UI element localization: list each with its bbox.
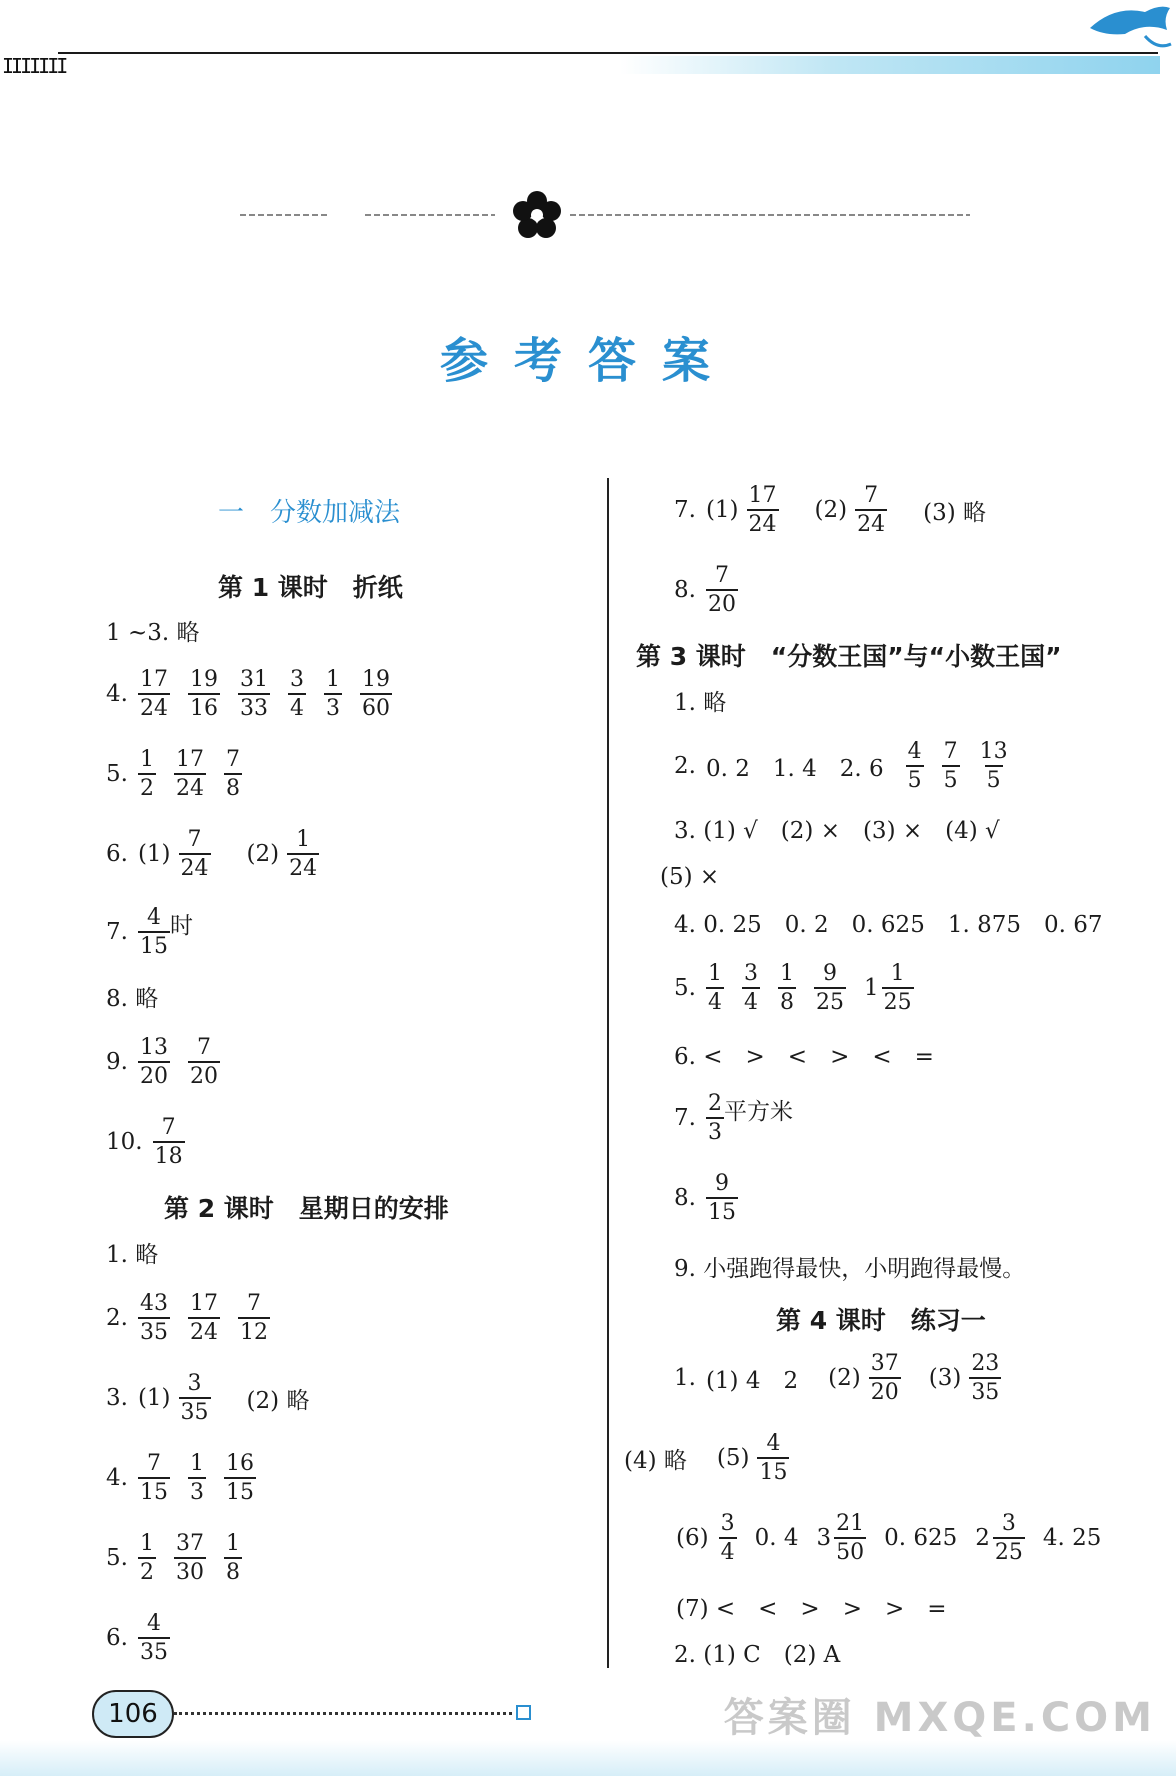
answer-l1-7: 7. $\frac{4}{15}$ 时 [106, 905, 193, 960]
answer-l3-7: 7. $\frac{2}{3}$ 平方米 [674, 1091, 793, 1146]
answer-l2-2: 2. $\frac{43}{35}$ $\frac{17}{24}$ $\frac{7}{12}$ [106, 1291, 268, 1346]
lesson-2-heading: 第 2 课时 星期日的安排 [164, 1194, 449, 1223]
fraction: $\frac{17}{24}$ [189, 1291, 218, 1346]
lesson-1-heading: 第 1 课时 折纸 [218, 573, 403, 602]
mixed-number: 3 $\frac{21}{50}$ [816, 1511, 865, 1566]
fraction: $\frac{17}{24}$ [139, 667, 168, 722]
answer-l1-4 [106, 668, 410, 720]
fraction: $\frac{4}{5}$ [907, 739, 922, 794]
answer-l1-9: 9. $\frac{13}{20}$ $\frac{7}{20}$ [106, 1035, 218, 1090]
fraction: $\frac{1}{4}$ [707, 961, 722, 1016]
page-number: 106 [92, 1690, 174, 1738]
fraction: $\frac{9}{25}$ [815, 961, 844, 1016]
margin-ticks: IIIIIII [2, 54, 66, 78]
answer-l3-4: 4. 0. 25 0. 2 0. 625 1. 875 0. 67 [674, 912, 1103, 938]
fraction: $\frac{17}{24}$ [175, 747, 204, 802]
answer-l1-10: 10. $\frac{7}{18}$ [106, 1115, 183, 1170]
fraction: $\frac{3}{4}$ [289, 667, 304, 722]
fraction: $\frac{4}{35}$ [139, 1611, 168, 1666]
answer-l3-8: 8. $\frac{9}{15}$ [674, 1171, 736, 1226]
fraction: $\frac{7}{20}$ [707, 563, 736, 618]
answer-l3-6: 6. < > < > < = [674, 1044, 934, 1070]
header-rule [58, 52, 1158, 54]
lesson-3-heading: 第 3 课时 “分数王国”与“小数王国” [636, 642, 1062, 671]
answer-l2-1: 1. 略 [106, 1242, 159, 1268]
fraction: $\frac{23}{35}$ [971, 1351, 1000, 1406]
fraction: $\frac{7}{15}$ [139, 1451, 168, 1506]
header-band [620, 56, 1160, 74]
fraction: $\frac{17}{24}$ [748, 483, 777, 538]
fraction: $\frac{43}{35}$ [139, 1291, 168, 1346]
answer-l4-1-7: (7) < < > > > = [676, 1596, 947, 1622]
answer-l3-5: 5. $\frac{1}{4}$ $\frac{3}{4}$ $\frac{1}{8}$ $\frac{9}{25}$ 1 $\frac{1}{25}$ [674, 961, 912, 1016]
answer-l4-1: 1. (1) 4 2 (2) $\frac{37}{20}$ (3) $\frac{23}{35}$ [674, 1351, 1000, 1406]
answer-l1-8: 8. 略 [106, 986, 159, 1012]
watermark: 答案圈 MXQE.COM [723, 1695, 1156, 1741]
fraction: $\frac{7}{5}$ [943, 739, 958, 794]
answer-l2-3: 3. (1) $\frac{3}{35}$ (2) 略 [106, 1371, 310, 1426]
lesson-4-heading: 第 4 课时 练习一 [776, 1306, 986, 1335]
footer-band [0, 1740, 1176, 1776]
fraction: $\frac{4}{15}$ [139, 905, 168, 960]
fraction: $\frac{9}{15}$ [707, 1171, 736, 1226]
mixed-number: 1 $\frac{1}{25}$ [863, 961, 912, 1016]
answer-l1-1: 1 ~3. 略 [106, 620, 200, 646]
fraction: $\frac{1}{8}$ [225, 1531, 240, 1586]
item-number: 4. [106, 681, 128, 708]
fraction: $\frac{1}{24}$ [289, 827, 318, 882]
fraction: $\frac{4}{15}$ [759, 1431, 788, 1486]
footer-square-icon [516, 1705, 531, 1720]
fraction: $\frac{7}{24}$ [857, 483, 886, 538]
answer-l4-1-cont: (4) 略 (5) $\frac{4}{15}$ [624, 1431, 788, 1486]
fraction: $\frac{1}{2}$ [139, 747, 154, 802]
answer-r8: 8. $\frac{7}{20}$ [674, 563, 736, 618]
flower-ornament-icon [240, 190, 970, 250]
fraction: $\frac{3}{4}$ [720, 1511, 735, 1566]
answer-l2-4: 4. $\frac{7}{15}$ $\frac{1}{3}$ $\frac{16}{15}$ [106, 1451, 254, 1506]
fraction: $\frac{19}{16}$ [189, 667, 218, 722]
fraction: $\frac{37}{20}$ [870, 1351, 899, 1406]
chapter-heading: 一 分数加减法 [218, 498, 401, 528]
page-title: 参考答案 [439, 333, 736, 389]
footer-dotted-line [174, 1712, 512, 1715]
fraction: $\frac{7}{24}$ [180, 827, 209, 882]
dolphin-logo-icon [1085, 0, 1175, 58]
answer-l4-1-6: (6) $\frac{3}{4}$ 0. 4 3 $\frac{21}{50}$ 0. 625 2 $\frac{3}{25}$ 4. 25 [676, 1511, 1102, 1566]
fraction: $\frac{13}{5}$ [979, 739, 1008, 794]
fraction: $\frac{16}{15}$ [225, 1451, 254, 1506]
answer-l3-2: 2. 0. 2 1. 4 2. 6 $\frac{4}{5}$ $\frac{7}{5}$ $\frac{13}{5}$ [674, 739, 1008, 794]
answer-l1-5: 5. $\frac{1}{2}$ $\frac{17}{24}$ $\frac{7}{8}$ [106, 747, 240, 802]
fraction: $\frac{13}{20}$ [139, 1035, 168, 1090]
fraction: $\frac{37}{30}$ [175, 1531, 204, 1586]
answer-l3-1: 1. 略 [674, 690, 727, 716]
answer-l2-5: 5. $\frac{1}{2}$ $\frac{37}{30}$ $\frac{1}{8}$ [106, 1531, 240, 1586]
answer-l3-3b: (5) × [660, 864, 720, 890]
answer-r7: 7. (1) $\frac{17}{24}$ (2) $\frac{7}{24}$ (3) 略 [674, 483, 987, 538]
fraction: $\frac{3}{35}$ [180, 1371, 209, 1426]
answer-l4-2: 2. (1) C (2) A [674, 1642, 841, 1668]
fraction: $\frac{7}{18}$ [154, 1115, 183, 1170]
fraction: $\frac{7}{8}$ [225, 747, 240, 802]
answer-l3-9: 9. 小强跑得最快，小明跑得最慢。 [674, 1256, 1026, 1282]
answer-l3-3: 3. (1) √ (2) × (3) × (4) √ [674, 818, 1000, 844]
answer-l1-6: 6. (1) $\frac{7}{24}$ (2) $\frac{1}{24}$ [106, 827, 318, 882]
fraction: $\frac{7}{12}$ [239, 1291, 268, 1346]
fraction: $\frac{1}{8}$ [779, 961, 794, 1016]
fraction: $\frac{19}{60}$ [361, 667, 390, 722]
fraction: $\frac{2}{3}$ [707, 1091, 722, 1146]
fraction: $\frac{1}{2}$ [139, 1531, 154, 1586]
fraction: $\frac{31}{33}$ [239, 667, 268, 722]
answer-l2-6: 6. $\frac{4}{35}$ [106, 1611, 168, 1666]
fraction: $\frac{7}{20}$ [189, 1035, 218, 1090]
fraction: $\frac{1}{3}$ [189, 1451, 204, 1506]
column-divider [607, 478, 609, 1668]
fraction: $\frac{3}{4}$ [743, 961, 758, 1016]
fraction: $\frac{1}{3}$ [325, 667, 340, 722]
mixed-number: 2 $\frac{3}{25}$ [975, 1511, 1023, 1566]
